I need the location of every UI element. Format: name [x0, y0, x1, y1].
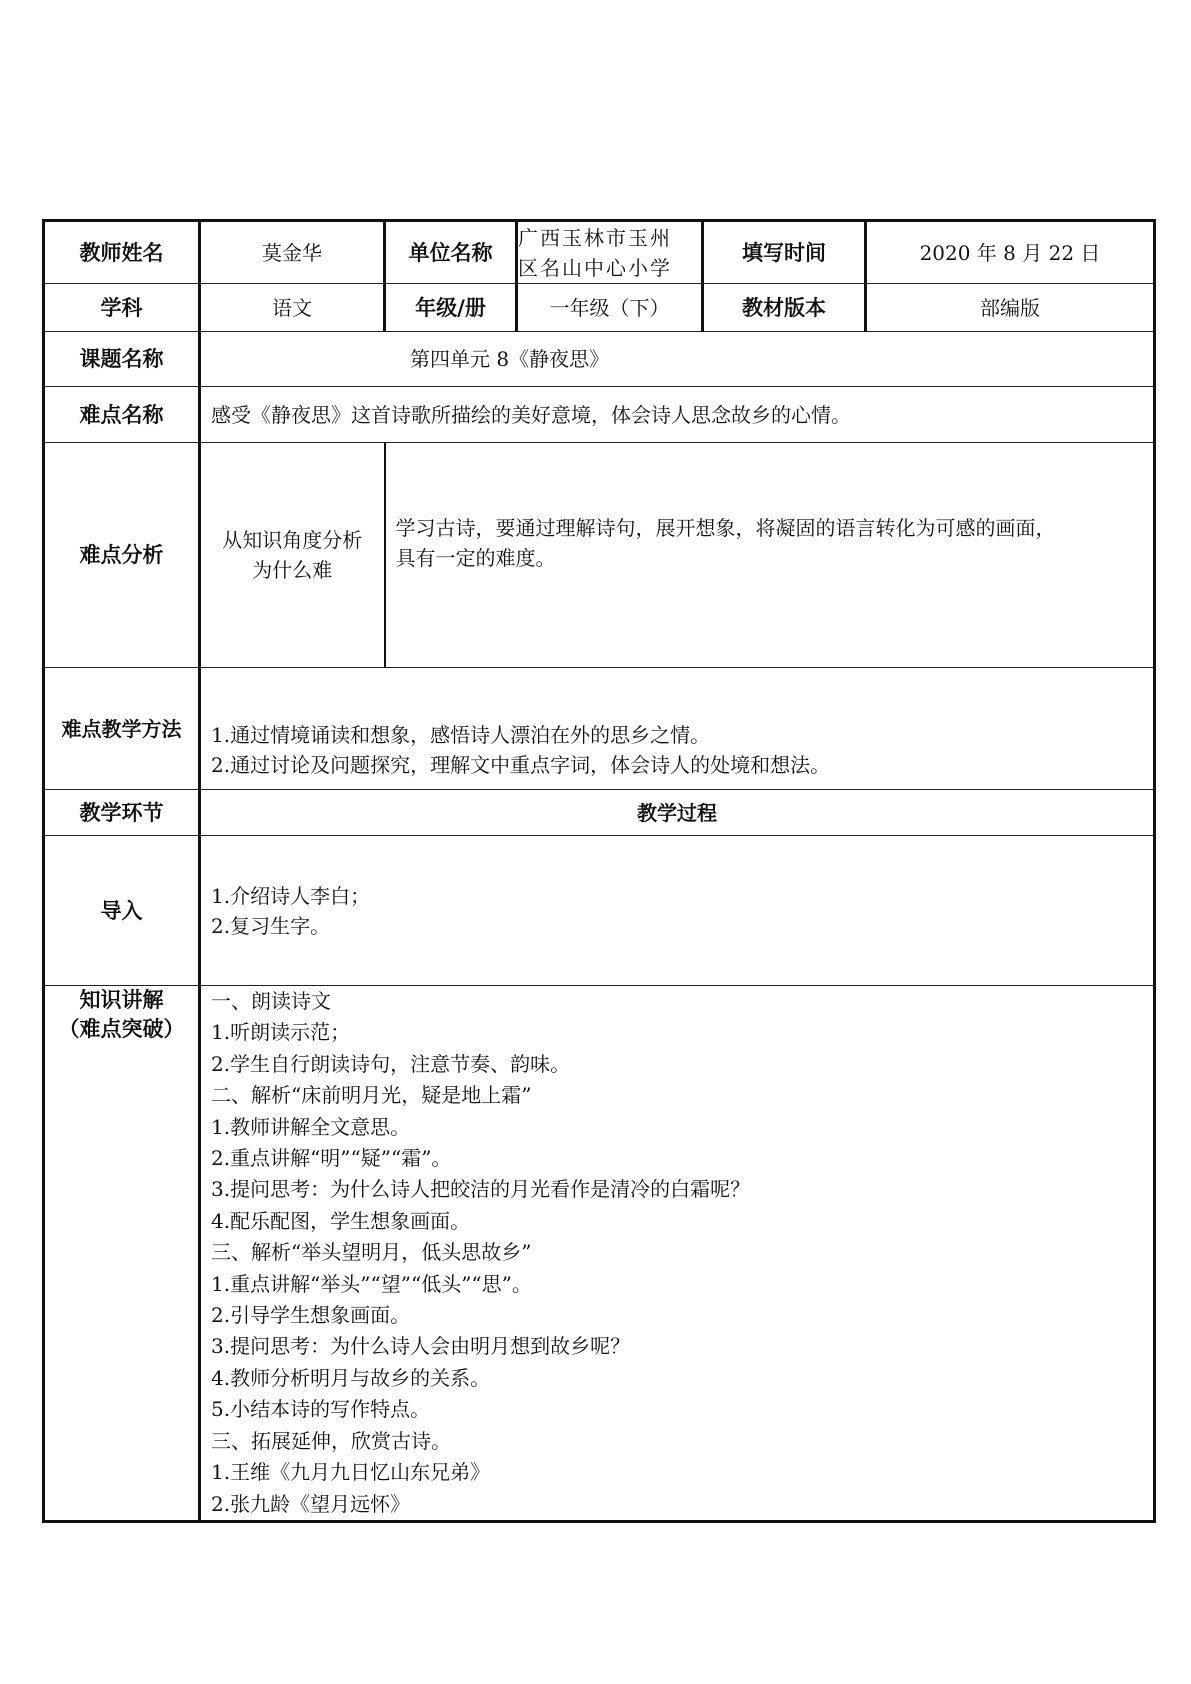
method-label: 难点教学方法: [44, 668, 200, 790]
knowledge-line-5: 1.教师讲解全文意思。: [211, 1114, 411, 1139]
unit-value: [517, 221, 703, 284]
unit-line-2: 区名山中心小学: [518, 255, 672, 280]
process-label: 教学过程: [200, 790, 1155, 836]
knowledge-line-17: 2.张九龄《望月远怀》: [211, 1491, 411, 1516]
teacher-label: 教师姓名: [44, 221, 200, 284]
knowledge-line-10: 1.重点讲解“举头”“望”“低头”“思”。: [211, 1271, 532, 1296]
knowledge-line-8: 4.配乐配图，学生想象画面。: [211, 1208, 471, 1233]
analysis-sub-line-2: 为什么难: [252, 558, 333, 582]
edition-label: 教材版本: [703, 284, 866, 332]
lesson-plan-table: [42, 219, 1156, 1523]
header-row: [44, 221, 1155, 284]
method-row: [44, 668, 1155, 790]
teacher-value: 莫金华: [200, 221, 385, 284]
intro-value: [200, 836, 1155, 986]
analysis-sub-line-1: 从知识角度分析: [222, 528, 363, 552]
method-line-1: 1.通过情境诵读和想象，感悟诗人漂泊在外的思乡之情。: [211, 722, 711, 747]
grade-value: 一年级（下）: [517, 284, 703, 332]
topic-value: 第四单元 8《静夜思》: [200, 332, 1155, 387]
knowledge-line-11: 2.引导学生想象画面。: [211, 1303, 411, 1328]
intro-line-2: 2.复习生字。: [211, 913, 331, 938]
subject-value: 语文: [200, 284, 385, 332]
date-value: 2020 年 8 月 22 日: [866, 221, 1155, 284]
method-value: [200, 668, 1155, 790]
knowledge-line-2: 1.听朗读示范；: [211, 1020, 351, 1045]
analysis-line-2: 具有一定的难度。: [395, 546, 556, 570]
topic-row: [44, 332, 1155, 387]
knowledge-line-6: 2.重点讲解“明”“疑”“霜”。: [211, 1146, 452, 1171]
topic-label: 课题名称: [44, 332, 200, 387]
intro-line-1: 1.介绍诗人李白；: [211, 883, 371, 908]
step-label: 教学环节: [44, 790, 200, 836]
analysis-row: [44, 443, 1155, 668]
knowledge-line-3: 2.学生自行朗读诗句，注意节奏、韵味。: [211, 1051, 571, 1076]
subject-label: 学科: [44, 284, 200, 332]
knowledge-line-16: 1.王维《九月九日忆山东兄弟》: [211, 1460, 491, 1485]
knowledge-line-9: 三、解析“举头望明月，低头思故乡”: [211, 1240, 532, 1265]
analysis-line-1: 学习古诗，要通过理解诗句，展开想象，将凝固的语言转化为可感的画面，: [395, 516, 1056, 540]
intro-label: 导入: [44, 836, 200, 986]
intro-row: [44, 836, 1155, 986]
analysis-sub-label: [200, 443, 385, 668]
knowledge-value: [200, 986, 1155, 1522]
knowledge-line-7: 3.提问思考：为什么诗人把皎洁的月光看作是清冷的白霜呢？: [211, 1177, 751, 1202]
knowledge-line-14: 5.小结本诗的写作特点。: [211, 1397, 431, 1422]
knowledge-line-15: 三、拓展延伸，欣赏古诗。: [211, 1428, 451, 1453]
analysis-value: [385, 443, 1155, 668]
knowledge-label-line-1: 知识讲解: [79, 988, 164, 1012]
knowledge-label-line-2: （难点突破）: [58, 1017, 185, 1041]
method-line-2: 2.通过讨论及问题探究，理解文中重点字词，体会诗人的处境和想法。: [211, 752, 831, 777]
unit-label: 单位名称: [385, 221, 517, 284]
knowledge-line-13: 4.教师分析明月与故乡的关系。: [211, 1365, 491, 1390]
subject-row: [44, 284, 1155, 332]
analysis-label: 难点分析: [44, 443, 200, 668]
edition-value: 部编版: [866, 284, 1155, 332]
difficulty-row: [44, 387, 1155, 443]
date-label: 填写时间: [703, 221, 866, 284]
knowledge-line-12: 3.提问思考：为什么诗人会由明月想到故乡呢？: [211, 1334, 631, 1359]
unit-line-1: 广西玉林市玉州: [518, 225, 672, 250]
grade-label: 年级/册: [385, 284, 517, 332]
difficulty-label: 难点名称: [44, 387, 200, 443]
knowledge-label: [44, 986, 200, 1522]
difficulty-value: 感受《静夜思》这首诗歌所描绘的美好意境，体会诗人思念故乡的心情。: [200, 387, 1155, 443]
knowledge-row: [44, 986, 1155, 1522]
knowledge-line-1: 一、朗读诗文: [211, 989, 331, 1013]
knowledge-line-4: 二、解析“床前明月光，疑是地上霜”: [211, 1083, 532, 1108]
process-header-row: [44, 790, 1155, 836]
